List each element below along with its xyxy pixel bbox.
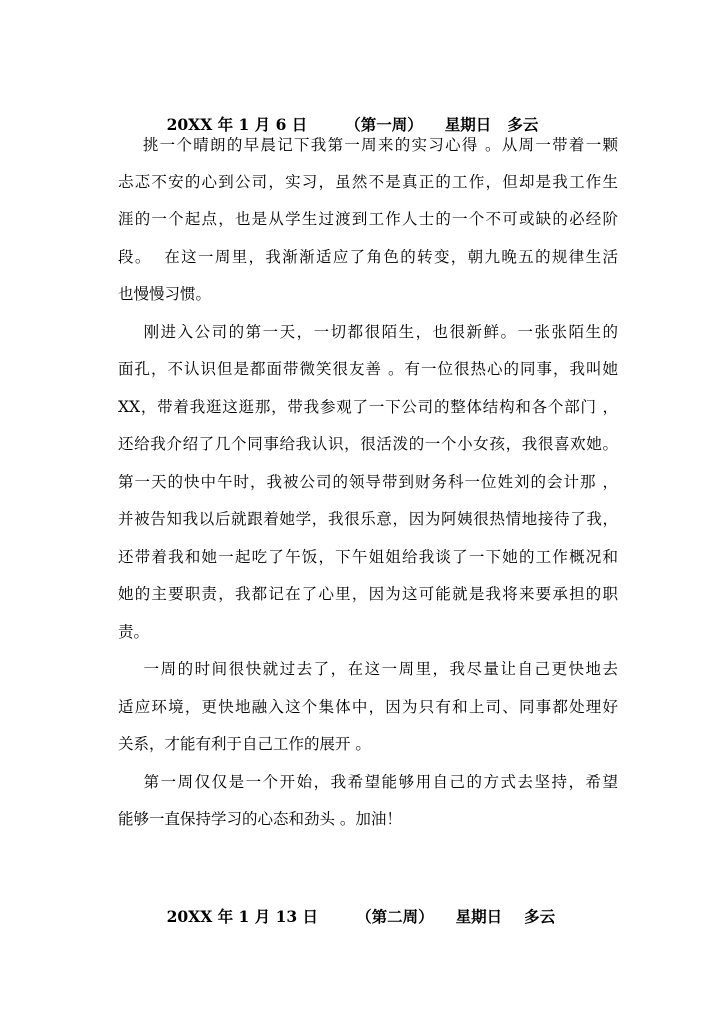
body-line: 还给我介绍了几个同事给我认识，很活泼的一个小女孩，我很喜欢她。 <box>118 435 618 453</box>
body-line: 第一天的快中午时，我被公司的领导带到财务科一位姓刘的会计那 ， <box>118 473 618 491</box>
body-line: 一周的时间很快就过去了，在这一周里，我尽量让自己更快地去 <box>118 660 618 678</box>
entry-weather: 多云 <box>507 115 539 134</box>
body-line: 适应环境，更快地融入这个集体中，因为只有和上司、同事都处理好 <box>118 698 618 716</box>
body-line: 并被告知我以后就跟着她学，我很乐意，因为阿姨很热情地接待了我， <box>118 510 618 528</box>
entry-date: 20XX 年 1 月 13 日 <box>166 907 319 926</box>
entry-weekday: 星期日 <box>444 115 492 134</box>
body-line: 挑一个晴朗的早晨记下我第一周来的实习心得 。从周一带着一颗 <box>118 136 618 154</box>
body-line: 关系，才能有利于自己工作的展开 。 <box>118 735 371 753</box>
body-line: 也慢慢习惯。 <box>118 285 212 303</box>
entry-week: （第二周） <box>356 907 434 926</box>
entry-date: 20XX 年 1 月 6 日 <box>166 115 308 134</box>
entry-week: （第一周） <box>345 115 423 134</box>
body-line: 她的主要职责，我都记在了心里，因为这可能就是我将来要承担的职 <box>118 585 618 603</box>
body-line: 忐忑不安的心到公司，实习，虽然不是真正的工作，但却是我工作生 <box>118 173 618 191</box>
entry-header-week2 <box>145 887 555 947</box>
body-line: 责。 <box>118 623 150 641</box>
body-line: 能够一直保持学习的心态和劲头 。加油！ <box>118 810 402 828</box>
body-line: 刚进入公司的第一天，一切都很陌生，也很新鲜。一张张陌生的 <box>118 323 618 341</box>
body-line: 涯的一个起点，也是从学生过渡到工作人士的一个不可或缺的必经阶 <box>118 210 618 228</box>
body-line: 面孔，不认识但是都面带微笑很友善 。有一位很热心的同事，我叫她 <box>118 360 618 378</box>
body-line: 还带着我和她一起吃了午饭，下午姐姐给我谈了一下她的工作概况和 <box>118 548 618 566</box>
body-line: 第一周仅仅是一个开始，我希望能够用自己的方式去坚持，希望 <box>118 773 618 791</box>
body-line: 段。 在这一周里，我渐渐适应了角色的转变，朝九晚五的规律生活 <box>118 248 618 266</box>
entry-weather: 多云 <box>524 907 556 926</box>
body-line: XX，带着我逛这逛那，带我参观了一下公司的整体结构和各个部门 ， <box>118 398 618 416</box>
entry-weekday: 星期日 <box>455 907 503 926</box>
